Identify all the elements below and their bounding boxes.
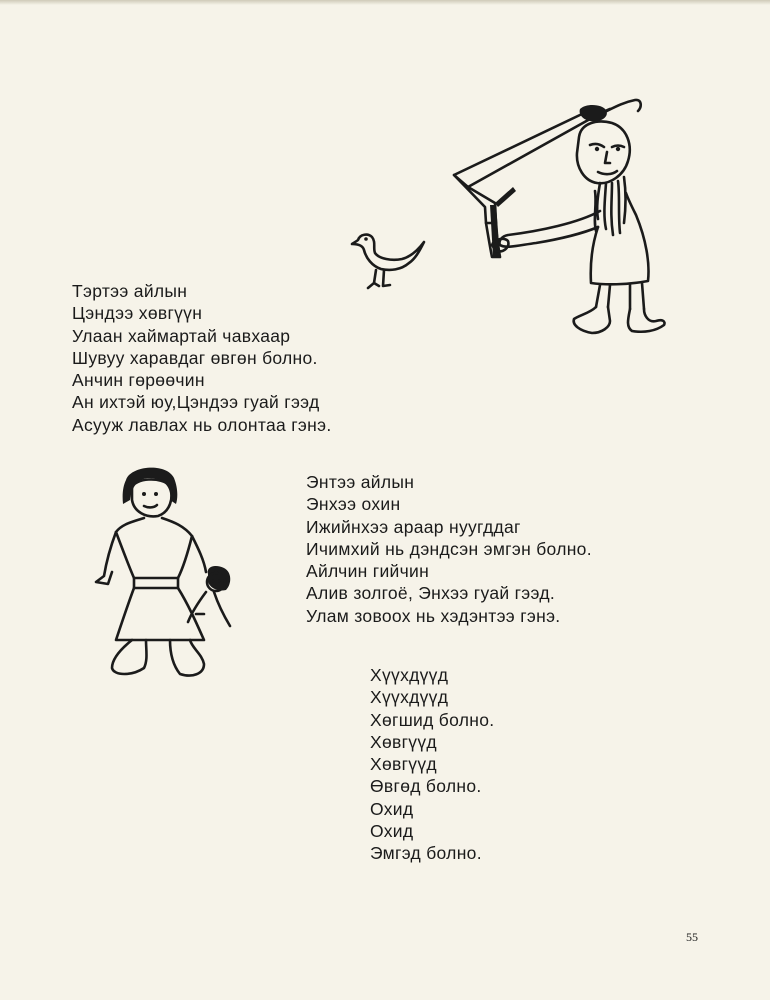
poem-line: Ан ихтэй юу,Цэндээ гуай гээд	[72, 392, 320, 413]
page-top-edge	[0, 0, 770, 5]
poem-line: Энхээ охин	[306, 494, 401, 515]
poem-line: Ичимхий нь дэндсэн эмгэн болно.	[306, 538, 592, 559]
poem-stanza-1	[72, 280, 332, 436]
poem-line: Энтээ айлын	[306, 472, 415, 492]
poem-line: Ижийнхээ араар нуугддаг	[306, 516, 521, 537]
poem-line: Тэртээ айлын	[72, 281, 188, 301]
poem-line: Өвгөд болно.	[370, 776, 482, 797]
old-man-with-slingshot-drawing	[450, 95, 675, 345]
page-number: 55	[686, 930, 698, 944]
poem-stanza-3	[370, 664, 494, 865]
poem-line: Айлчин гийчин	[306, 561, 430, 582]
poem-line: Алив золгоё, Энхээ гуай гээд.	[306, 583, 556, 604]
poem-stanza-2	[306, 471, 592, 627]
poem-line: Хүүхдүүд	[370, 665, 449, 685]
bird-drawing	[346, 228, 426, 294]
poem-line: Анчин гөрөөчин	[72, 370, 205, 391]
poem-line: Хүүхдүүд	[370, 687, 449, 708]
poem-line: Шувуу харавдаг өвгөн болно.	[72, 347, 318, 368]
poem-line: Охид	[370, 798, 414, 819]
poem-line: Улам зовоох нь хэдэнтээ гэнэ.	[306, 605, 561, 626]
poem-line: Эмгэд болно.	[370, 843, 482, 864]
poem-line: Асууж лавлах нь олонтаа гэнэ.	[72, 414, 332, 435]
old-woman-with-child-drawing	[92, 464, 242, 694]
poem-line: Охид	[370, 821, 414, 842]
poem-line: Хөгшид болно.	[370, 709, 495, 730]
poem-line: Улаан хаймартай чавхаар	[72, 325, 291, 346]
poem-line: Хөвгүүд	[370, 754, 437, 775]
poem-line: Хөвгүүд	[370, 731, 437, 752]
poem-line: Цэндээ хөвгүүн	[72, 303, 203, 324]
